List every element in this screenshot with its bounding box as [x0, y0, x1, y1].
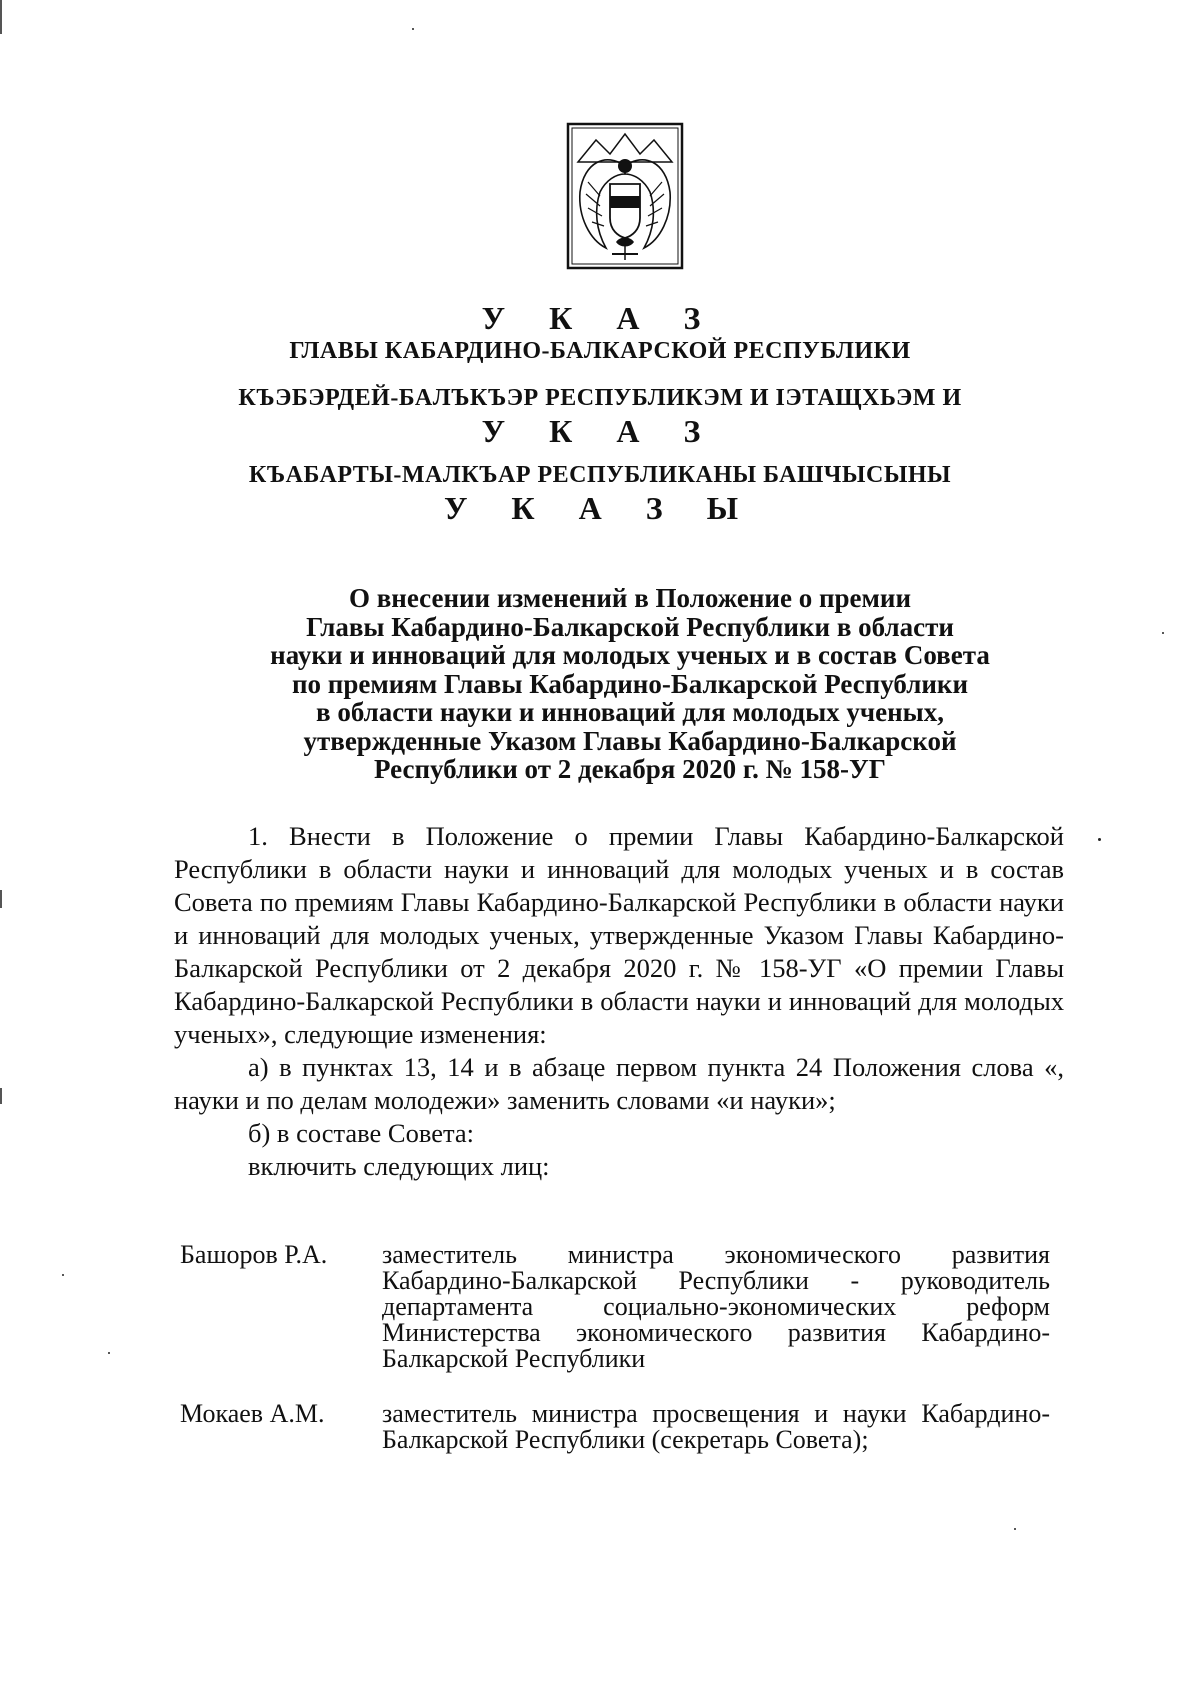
title-line: О внесении изменений в Положение о премии [348, 583, 912, 613]
paragraph-b: б) в составе Совета: [248, 1118, 474, 1148]
list-item [180, 1242, 1050, 1372]
decree-heading-balkar: У К А З Ы [443, 490, 757, 526]
paragraph-1: 1. Внести в Положение о премии Главы Кабардино-Балкарской Республики в области науки и инноваций для молодых ученых и в состав Совета по премиям Главы Кабардино-Балкарской Республики в области науки и инноваций для молодых ученых, утвержденные Указом Главы Кабардино-Балкарской Республики от 2 декабря 2020 г. № 158-УГ «О премии Главы Кабардино-Балкарской Республики в области науки и инноваций для молодых ученых», следующие изменения: [174, 821, 1064, 1049]
scan-speck [1162, 632, 1164, 634]
decree-title [180, 584, 1080, 784]
coat-of-arms-icon [566, 122, 684, 270]
scan-edge-mark [0, 0, 2, 34]
issuer-balkar: КЪАБАРТЫ-МАЛКЪАР РЕСПУБЛИКАНЫ БАШЧЫСЫНЫ [248, 462, 952, 488]
issuer-kabardian: КЪЭБЭРДЕЙ-БАЛЪКЪЭР РЕСПУБЛИКЭМ И IЭТАЩХЬЭМ И [238, 385, 962, 411]
title-line: науки и инноваций для молодых ученых и в состав Совета [270, 640, 990, 670]
list-item [180, 1401, 1050, 1453]
paragraph-a: а) в пунктах 13, 14 и в абзаце первом пункта 24 Положения слова «, науки и по делам молодежи» заменить словами «и науки»; [174, 1052, 1064, 1115]
issuer-russian: ГЛАВЫ КАБАРДИНО-БАЛКАРСКОЙ РЕСПУБЛИКИ [289, 338, 911, 364]
paragraph-include: включить следующих лиц: [248, 1151, 550, 1181]
scan-speck [62, 1274, 64, 1276]
scan-speck [412, 28, 414, 30]
title-line: Республики от 2 декабря 2020 г. № 158-УГ [374, 754, 886, 784]
decree-heading-russian: У К А З [481, 300, 719, 336]
scan-speck [1014, 1528, 1016, 1530]
title-line: в области науки и инноваций для молодых ученых, [315, 697, 944, 727]
member-name: Мокаев А.М. [180, 1399, 325, 1428]
title-line: утвержденные Указом Главы Кабардино-Балкарской [303, 725, 957, 756]
title-line: Главы Кабардино-Балкарской Республики в области [306, 611, 954, 642]
scan-speck [1098, 838, 1101, 841]
member-position: заместитель министра экономического развития Кабардино-Балкарской Республики - руководитель департамента социально-экономических реформ Министерства экономического развития Кабардино-Балкарской Республики [382, 1240, 1050, 1373]
scan-edge-mark [0, 890, 2, 908]
scan-edge-mark [0, 1088, 2, 1104]
council-members-list [180, 1242, 1050, 1482]
decree-body [174, 820, 1064, 1183]
member-position: заместитель министра просвещения и науки Кабардино-Балкарской Республики (секретарь Совета); [382, 1399, 1050, 1454]
title-line: по премиям Главы Кабардино-Балкарской Республики [291, 668, 969, 699]
member-name: Башоров Р.А. [180, 1240, 328, 1269]
decree-heading-kabardian: У К А З [481, 413, 719, 449]
scan-speck [108, 1352, 110, 1354]
